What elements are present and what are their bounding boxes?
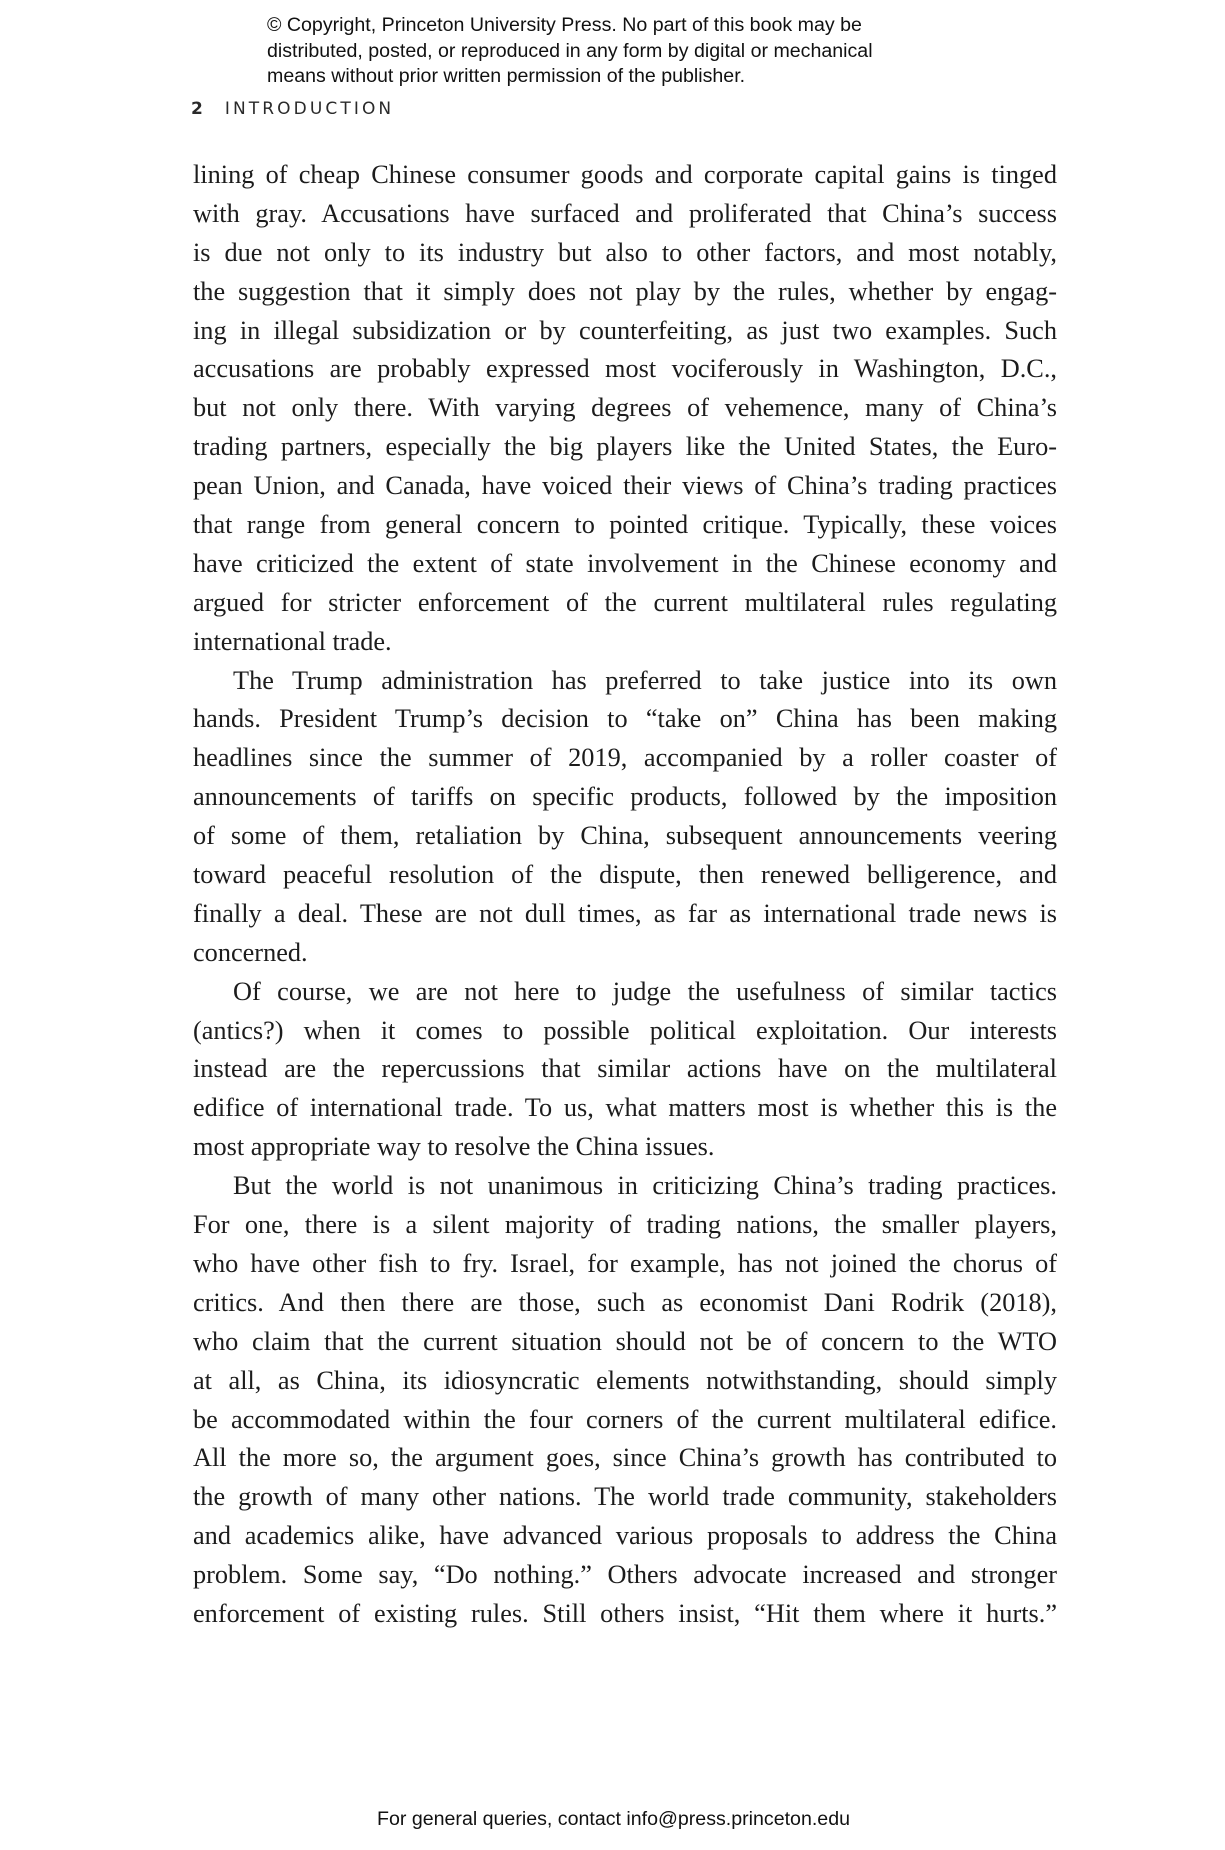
text-line: pean Union, and Canada, have voiced their views of China’s trading practices: [193, 471, 1057, 501]
text-line: All the more so, the argument goes, since China’s growth has contributed to: [193, 1443, 1057, 1473]
text-line: problem. Some say, “Do nothing.” Others advocate increased and stronger: [193, 1560, 1057, 1590]
contact-text: For general queries, contact info@press.princeton.edu: [377, 1808, 850, 1830]
text-line: critics. And then there are those, such as economist Dani Rodrik (2018),: [193, 1287, 1057, 1317]
text-line: have criticized the extent of state involvement in the Chinese economy and: [193, 548, 1057, 578]
text-line: the suggestion that it simply does not play by the rules, whether by engag-: [193, 276, 1057, 306]
text-line: argued for stricter enforcement of the current multilateral rules regulating: [193, 587, 1057, 617]
copyright-notice: [267, 13, 987, 90]
text-line: headlines since the summer of 2019, accompanied by a roller coaster of: [193, 743, 1057, 773]
text-line: But the world is not unanimous in criticizing China’s trading practices.: [233, 1171, 1057, 1201]
text-line: be accommodated within the four corners of the current multilateral edifice.: [193, 1404, 1057, 1434]
chapter-title: INTRODUCTION: [224, 99, 395, 119]
text-line: (antics?) when it comes to possible political exploitation. Our interests: [193, 1015, 1057, 1045]
text-line: ing in illegal subsidization or by counterfeiting, as just two examples. Such: [193, 315, 1057, 345]
text-line: at all, as China, its idiosyncratic elements notwithstanding, should simply: [193, 1365, 1057, 1395]
text-line: The Trump administration has preferred to take justice into its own: [233, 665, 1057, 695]
text-line: that range from general concern to pointed critique. Typically, these voices: [193, 510, 1057, 540]
copyright-line: © Copyright, Princeton University Press. No part of this book may be: [267, 14, 862, 36]
text-line: of some of them, retaliation by China, subsequent announcements veering: [193, 821, 1057, 851]
text-line: toward peaceful resolution of the dispute, then renewed belligerence, and: [193, 860, 1057, 890]
copyright-line: means without prior written permission of the publisher.: [267, 65, 746, 87]
text-line: Of course, we are not here to judge the usefulness of similar tactics: [233, 976, 1057, 1006]
contact-footer: [0, 1806, 1225, 1832]
text-line: finally a deal. These are not dull times, as far as international trade news is: [193, 898, 1057, 928]
paragraph: [193, 1167, 1057, 1634]
text-line: lining of cheap Chinese consumer goods and corporate capital gains is tinged: [193, 160, 1057, 189]
body-text: [193, 156, 1057, 1634]
text-line: the growth of many other nations. The world trade community, stakeholders: [193, 1482, 1057, 1512]
text-line: most appropriate way to resolve the China issues.: [193, 1132, 715, 1162]
running-head: [191, 99, 394, 119]
paragraph: [193, 156, 1057, 662]
text-line: enforcement of existing rules. Still others insist, “Hit them where it hurts.”: [193, 1598, 1057, 1628]
text-line: trading partners, especially the big players like the United States, the Euro-: [193, 432, 1057, 462]
copyright-line: distributed, posted, or reproduced in any form by digital or mechanical: [267, 39, 873, 62]
text-line: concerned.: [193, 937, 308, 967]
text-line: who claim that the current situation should not be of concern to the WTO: [193, 1326, 1057, 1356]
paragraph: [193, 973, 1057, 1167]
text-line: edifice of international trade. To us, what matters most is whether this is the: [193, 1093, 1057, 1123]
text-line: but not only there. With varying degrees of vehemence, many of China’s: [193, 393, 1057, 423]
text-line: who have other fish to fry. Israel, for example, has not joined the chorus of: [193, 1248, 1057, 1278]
text-line: hands. President Trump’s decision to “take on” China has been making: [193, 704, 1057, 734]
text-line: accusations are probably expressed most vociferously in Washington, D.C.,: [193, 354, 1057, 384]
text-line: instead are the repercussions that similar actions have on the multilateral: [193, 1054, 1057, 1084]
text-line: For one, there is a silent majority of trading nations, the smaller players,: [193, 1210, 1057, 1240]
paragraph: [193, 662, 1057, 973]
page-number: 2: [191, 99, 203, 119]
text-line: with gray. Accusations have surfaced and proliferated that China’s success: [193, 198, 1057, 228]
text-line: announcements of tariffs on specific products, followed by the imposition: [193, 782, 1057, 812]
text-line: international trade.: [193, 626, 392, 656]
text-line: is due not only to its industry but also to other factors, and most notably,: [193, 237, 1057, 267]
text-line: and academics alike, have advanced various proposals to address the China: [193, 1521, 1057, 1551]
